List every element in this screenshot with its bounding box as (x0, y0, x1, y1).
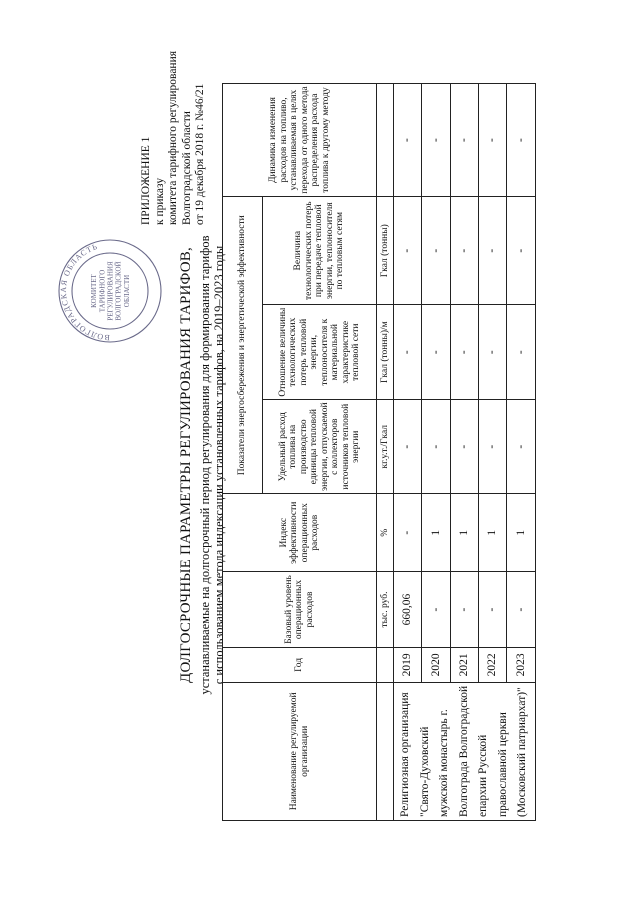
cell-base: - (478, 571, 506, 647)
document-subtitle: с использованием метода индексации установленных тарифов, на 2019–2023 годы (212, 245, 226, 685)
cell-index: 1 (450, 494, 478, 572)
cell-index: - (394, 494, 422, 572)
cell-ratio: - (422, 305, 450, 400)
document-title-block (178, 185, 226, 745)
annex-line: Волгоградской области (180, 111, 193, 225)
seal-inner-line: РЕГУЛИРОВАНИЯ (106, 261, 115, 321)
document-title: ДОЛГОСРОЧНЫЕ ПАРАМЕТРЫ РЕГУЛИРОВАНИЯ ТАРИФОВ, (178, 247, 194, 683)
cell-fuel: - (422, 399, 450, 494)
cell-base: - (507, 571, 535, 647)
table-row (394, 84, 422, 821)
header-fuel-rate: Удельный расход топлива на производство единицы тепловой энергии, отпускаемой с коллекторов источников тепловой энергии (263, 399, 377, 494)
header-tech-losses: Величина технологических потерь при передаче тепловой энергии, теплоносителя по тепловым сетям (263, 197, 377, 305)
cell-dynamics: - (450, 84, 478, 197)
official-seal-icon (56, 237, 164, 345)
unit-losses: Гкал (тонны) (377, 197, 394, 305)
seal-inner-line: КОМИТЕТ (90, 274, 99, 308)
header-loss-ratio: Отношение величины технологических потерь тепловой энергии, теплоносителя к материальной характеристике тепловой сети (263, 305, 377, 400)
document-subtitle: устанавливаемые на долгосрочный период регулирования для формирования тарифов (198, 235, 212, 695)
annex-line: от 19 декабря 2018 г. №46/21 (194, 83, 206, 225)
cell-base: 660,06 (394, 571, 422, 647)
unit-base: тыс. руб. (377, 571, 394, 647)
header-base-level: Базовый уровень операционных расходов (223, 571, 377, 647)
cell-fuel: - (507, 399, 535, 494)
cell-losses: - (422, 197, 450, 305)
header-org: Наименование регулируемой организации (223, 682, 377, 820)
cell-ratio: - (478, 305, 506, 400)
unit-fuel: кг.у.т./Гкал (377, 399, 394, 494)
cell-losses: - (394, 197, 422, 305)
cell-dynamics: - (478, 84, 506, 197)
cell-year: 2021 (450, 648, 478, 683)
annex-line: к приказу (153, 177, 166, 225)
cell-dynamics: - (507, 84, 535, 197)
units-empty (377, 84, 394, 197)
cell-base: - (422, 571, 450, 647)
seal-inner-line: ВОЛГОГРАДСКОЙ (114, 261, 123, 321)
cell-index: 1 (422, 494, 450, 572)
cell-losses: - (478, 197, 506, 305)
cell-index: 1 (507, 494, 535, 572)
header-year: Год (223, 648, 377, 683)
cell-year: 2020 (422, 648, 450, 683)
cell-year: 2019 (394, 648, 422, 683)
seal-inner-line: ТАРИФНОГО (98, 269, 107, 313)
units-empty (377, 682, 394, 820)
header-fuel-dynamics: Динамика изменения расходов на топливо, устанавливаемая в целях перехода от одного метода распределения расхода топлива к другому методу (223, 84, 377, 197)
cell-base: - (450, 571, 478, 647)
cell-dynamics: - (422, 84, 450, 197)
unit-index: % (377, 494, 394, 572)
org-name: Религиозная организация "Свято-Духовский мужской монастырь г. Волгограда Волгоградской епархии Русской православной церкви (Московский патриархат)" (394, 682, 536, 820)
cell-year: 2022 (478, 648, 506, 683)
cell-fuel: - (450, 399, 478, 494)
annex-line: комитета тарифного регулирования (167, 50, 179, 225)
seal-inner-line: ОБЛАСТИ (122, 274, 131, 308)
cell-dynamics: - (394, 84, 422, 197)
cell-fuel: - (394, 399, 422, 494)
cell-ratio: - (394, 305, 422, 400)
cell-ratio: - (507, 305, 535, 400)
annex-line: ПРИЛОЖЕНИЕ 1 (140, 136, 152, 225)
units-empty (377, 648, 394, 683)
cell-fuel: - (478, 399, 506, 494)
cell-losses: - (450, 197, 478, 305)
header-efficiency-index: Индекс эффективности операционных расходов (223, 494, 377, 572)
parameters-table (222, 83, 536, 821)
cell-losses: - (507, 197, 535, 305)
unit-ratio: Гкал (тонны)/м (377, 305, 394, 400)
header-energy-group: Показатели энергосбережения и энергетической эффективности (223, 197, 263, 494)
cell-year: 2023 (507, 648, 535, 683)
cell-ratio: - (450, 305, 478, 400)
svg-text:ВОЛГОГРАДСКАЯ ОБЛАСТЬ: ВОЛГОГРАДСКАЯ ОБЛАСТЬ (58, 241, 111, 343)
cell-index: 1 (478, 494, 506, 572)
